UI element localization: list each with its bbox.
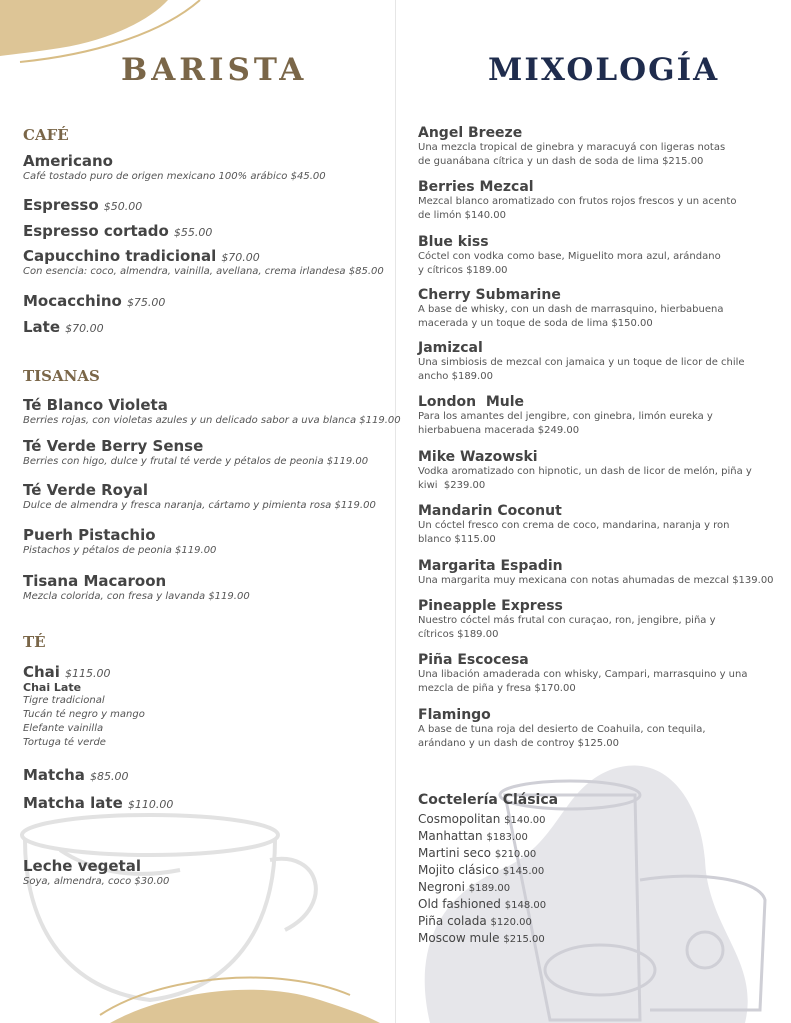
capucchino-price: $70.00 — [221, 251, 260, 264]
cocktail-item — [418, 125, 725, 169]
cocktail-desc-line: mezcla de piña y fresa $170.00 — [418, 683, 576, 694]
cocktail-desc-line: Cóctel con vodka como base, Miguelito mora azul, arándano — [418, 251, 721, 262]
barista-title: BARISTA — [121, 52, 308, 88]
cocktail-desc-line: ancho $189.00 — [418, 371, 493, 382]
tisana-item — [23, 481, 376, 513]
capucchino-desc: Con esencia: coco, almendra, vainilla, avellana, crema irlandesa $85.00 — [23, 266, 384, 277]
mixologia-title: MIXOLOGÍA — [488, 52, 720, 88]
tisana-item — [23, 396, 401, 428]
clasica-item — [418, 829, 528, 843]
cocktail-name: Margarita Espadin — [418, 558, 563, 574]
cocktail-desc-line: Una libación amaderada con whisky, Campari, marrasquino y una — [418, 669, 748, 680]
cocktail-name: Jamizcal — [418, 340, 483, 356]
espresso-name: Espresso — [23, 196, 99, 214]
tisana-desc: Mezcla colorida, con fresa y lavanda $119.00 — [23, 591, 250, 602]
tisana-desc: Dulce de almendra y fresca naranja, cártamo y pimienta rosa $119.00 — [23, 500, 376, 511]
clasica-name: Martini seco — [418, 846, 492, 860]
clasica-item — [418, 812, 545, 826]
americano-name: Americano — [23, 152, 113, 170]
clasica-item — [418, 880, 510, 894]
coffee-cup-illustration — [22, 815, 316, 1000]
clasica-item — [418, 863, 544, 877]
clasica-price: $148.00 — [504, 900, 547, 911]
clasica-price: $183.00 — [486, 832, 528, 843]
cocktail-name: London Mule — [418, 394, 525, 410]
cocktail-item — [418, 503, 730, 547]
clasica-name: Manhattan — [418, 829, 483, 843]
cocktail-desc-line: A base de whisky, con un dash de marrasquino, hierbabuena — [418, 304, 724, 315]
cocktail-desc-line: de limón $140.00 — [418, 210, 506, 221]
clasica-name: Mojito clásico — [418, 863, 500, 877]
cocktail-name: Flamingo — [418, 707, 491, 723]
clasica-price: $215.00 — [503, 934, 545, 945]
late-price: $70.00 — [65, 322, 104, 335]
capucchino-name: Capucchino tradicional — [23, 247, 217, 265]
cocktail-item — [418, 652, 747, 696]
capucchino-item — [23, 246, 384, 279]
cocktail-desc-line: hierbabuena macerada $249.00 — [418, 425, 580, 436]
tisanas-heading: TISANAS — [23, 367, 100, 385]
cocktail-name: Blue kiss — [418, 234, 489, 250]
leche-item — [23, 857, 169, 889]
late-item — [23, 317, 104, 336]
leche-name: Leche vegetal — [23, 857, 141, 875]
cocktail-name: Cherry Submarine — [418, 287, 561, 303]
cocktail-desc-line: Una margarita muy mexicana con notas ahumadas de mezcal $139.00 — [418, 575, 774, 586]
cocktail-desc-line: de guanábana cítrica y un dash de soda de lima $215.00 — [418, 156, 704, 167]
cocktail-item — [418, 234, 721, 278]
cocktail-desc-line: arándano y un dash de controy $125.00 — [418, 738, 619, 749]
cocktail-desc-line: cítricos $189.00 — [418, 629, 499, 640]
cocktail-name: Berries Mezcal — [418, 179, 534, 195]
chai-option: Tigre tradicional — [23, 695, 105, 706]
clasica-name: Old fashioned — [418, 897, 501, 911]
cocktail-desc-line: Un cóctel fresco con crema de coco, mandarina, naranja y ron — [418, 520, 730, 531]
chai-option: Elefante vainilla — [23, 723, 104, 734]
clasica-item — [418, 914, 532, 928]
tisana-item — [23, 572, 250, 604]
cocktail-desc-line: Para los amantes del jengibre, con ginebra, limón eureka y — [418, 411, 713, 422]
cocktail-name: Pineapple Express — [418, 598, 563, 614]
cocktail-item — [418, 340, 745, 384]
cocktail-desc-line: Mezcal blanco aromatizado con frutos rojos frescos y un acento — [418, 196, 737, 207]
clasica-name: Cosmopolitan — [418, 812, 501, 826]
cortado-price: $55.00 — [173, 226, 213, 239]
clasica-price: $189.00 — [468, 883, 511, 894]
matcha-late-price: $110.00 — [127, 798, 174, 811]
tisana-name: Tisana Macaroon — [23, 572, 167, 590]
cortado-item — [23, 221, 212, 240]
cocktail-item — [418, 558, 774, 588]
tisana-name: Té Verde Royal — [23, 481, 149, 499]
leche-desc: Soya, almendra, coco $30.00 — [23, 876, 170, 887]
clasica-item — [418, 846, 536, 860]
espresso-price: $50.00 — [103, 200, 143, 213]
americano-desc: Café tostado puro de origen mexicano 100% arábico $45.00 — [23, 171, 326, 182]
tisana-desc: Pistachos y pétalos de peonia $119.00 — [23, 545, 217, 556]
cocktail-item — [418, 449, 752, 493]
cocktail-item — [418, 287, 724, 331]
cocktail-desc-line: Nuestro cóctel más frutal con curaçao, ron, jengibre, piña y — [418, 615, 716, 626]
tisana-desc: Berries con higo, dulce y frutal té verde y pétalos de peonia $119.00 — [23, 456, 369, 467]
gold-swoosh-top — [0, 0, 168, 56]
clasica-name: Piña colada — [418, 914, 487, 928]
chai-price: $115.00 — [65, 667, 111, 680]
cocktail-name: Angel Breeze — [418, 125, 523, 141]
chai-name: Chai — [23, 663, 60, 681]
cocktail-name: Piña Escocesa — [418, 652, 529, 668]
matcha-late-name: Matcha late — [23, 794, 123, 812]
column-divider — [395, 0, 396, 1023]
cocktail-name: Mandarin Coconut — [418, 503, 562, 519]
clasica-name: Negroni — [418, 880, 465, 894]
tisana-name: Té Blanco Violeta — [23, 396, 168, 414]
clasica-price: $140.00 — [504, 815, 546, 826]
cocktail-item — [418, 598, 716, 642]
cocktail-desc-line: Vodka aromatizado con hipnotic, un dash de licor de melón, piña y — [418, 466, 752, 477]
espresso-item — [23, 195, 142, 214]
matcha-name: Matcha — [23, 766, 85, 784]
tisana-item — [23, 526, 216, 558]
cocktail-desc-line: Una mezcla tropical de ginebra y maracuyá con ligeras notas — [418, 142, 726, 153]
cocktail-item — [418, 179, 736, 223]
clasica-price: $145.00 — [502, 866, 545, 877]
chai-item — [23, 662, 145, 750]
americano-item — [23, 152, 326, 184]
mocacchino-name: Mocacchino — [23, 292, 122, 310]
tisana-item — [23, 437, 368, 469]
clasica-price: $120.00 — [490, 917, 532, 928]
clasica-item — [418, 897, 546, 911]
mocacchino-price: $75.00 — [126, 296, 166, 309]
tisana-name: Té Verde Berry Sense — [23, 437, 204, 455]
te-heading: TÉ — [23, 633, 46, 651]
cocktail-desc-line: A base de tuna roja del desierto de Coahuila, con tequila, — [418, 724, 706, 735]
cocktail-item — [418, 394, 713, 438]
tisana-name: Puerh Pistachio — [23, 526, 156, 544]
clasica-heading: Coctelería Clásica — [418, 792, 559, 808]
cortado-name: Espresso cortado — [23, 222, 169, 240]
cocktail-desc-line: Una simbiosis de mezcal con jamaica y un toque de licor de chile — [418, 357, 745, 368]
mocacchino-item — [23, 291, 165, 310]
cocktail-name: Mike Wazowski — [418, 449, 538, 465]
matcha-price: $85.00 — [90, 770, 129, 783]
cocktail-desc-line: y cítricos $189.00 — [418, 265, 508, 276]
matcha-item — [23, 765, 129, 784]
clasica-name: Moscow mule — [418, 931, 500, 945]
chai-option: Tucán té negro y mango — [23, 709, 145, 720]
late-name: Late — [23, 318, 61, 336]
cafe-heading: CAFÉ — [23, 126, 69, 144]
cocktail-desc-line: macerada y un toque de soda de lima $150.00 — [418, 318, 653, 329]
clasica-price: $210.00 — [494, 849, 537, 860]
matcha-late-item — [23, 793, 173, 812]
cocktail-item — [418, 707, 706, 751]
gold-swoosh-bottom — [110, 990, 380, 1023]
cocktail-desc-line: blanco $115.00 — [418, 534, 496, 545]
tisana-desc: Berries rojas, con violetas azules y un delicado sabor a uva blanca $119.00 — [23, 415, 401, 426]
chai-option: Tortuga té verde — [23, 737, 106, 748]
clasica-item — [418, 931, 545, 945]
cocktail-desc-line: kiwi $239.00 — [418, 480, 486, 491]
chai-late-label: Chai Late — [23, 681, 82, 694]
